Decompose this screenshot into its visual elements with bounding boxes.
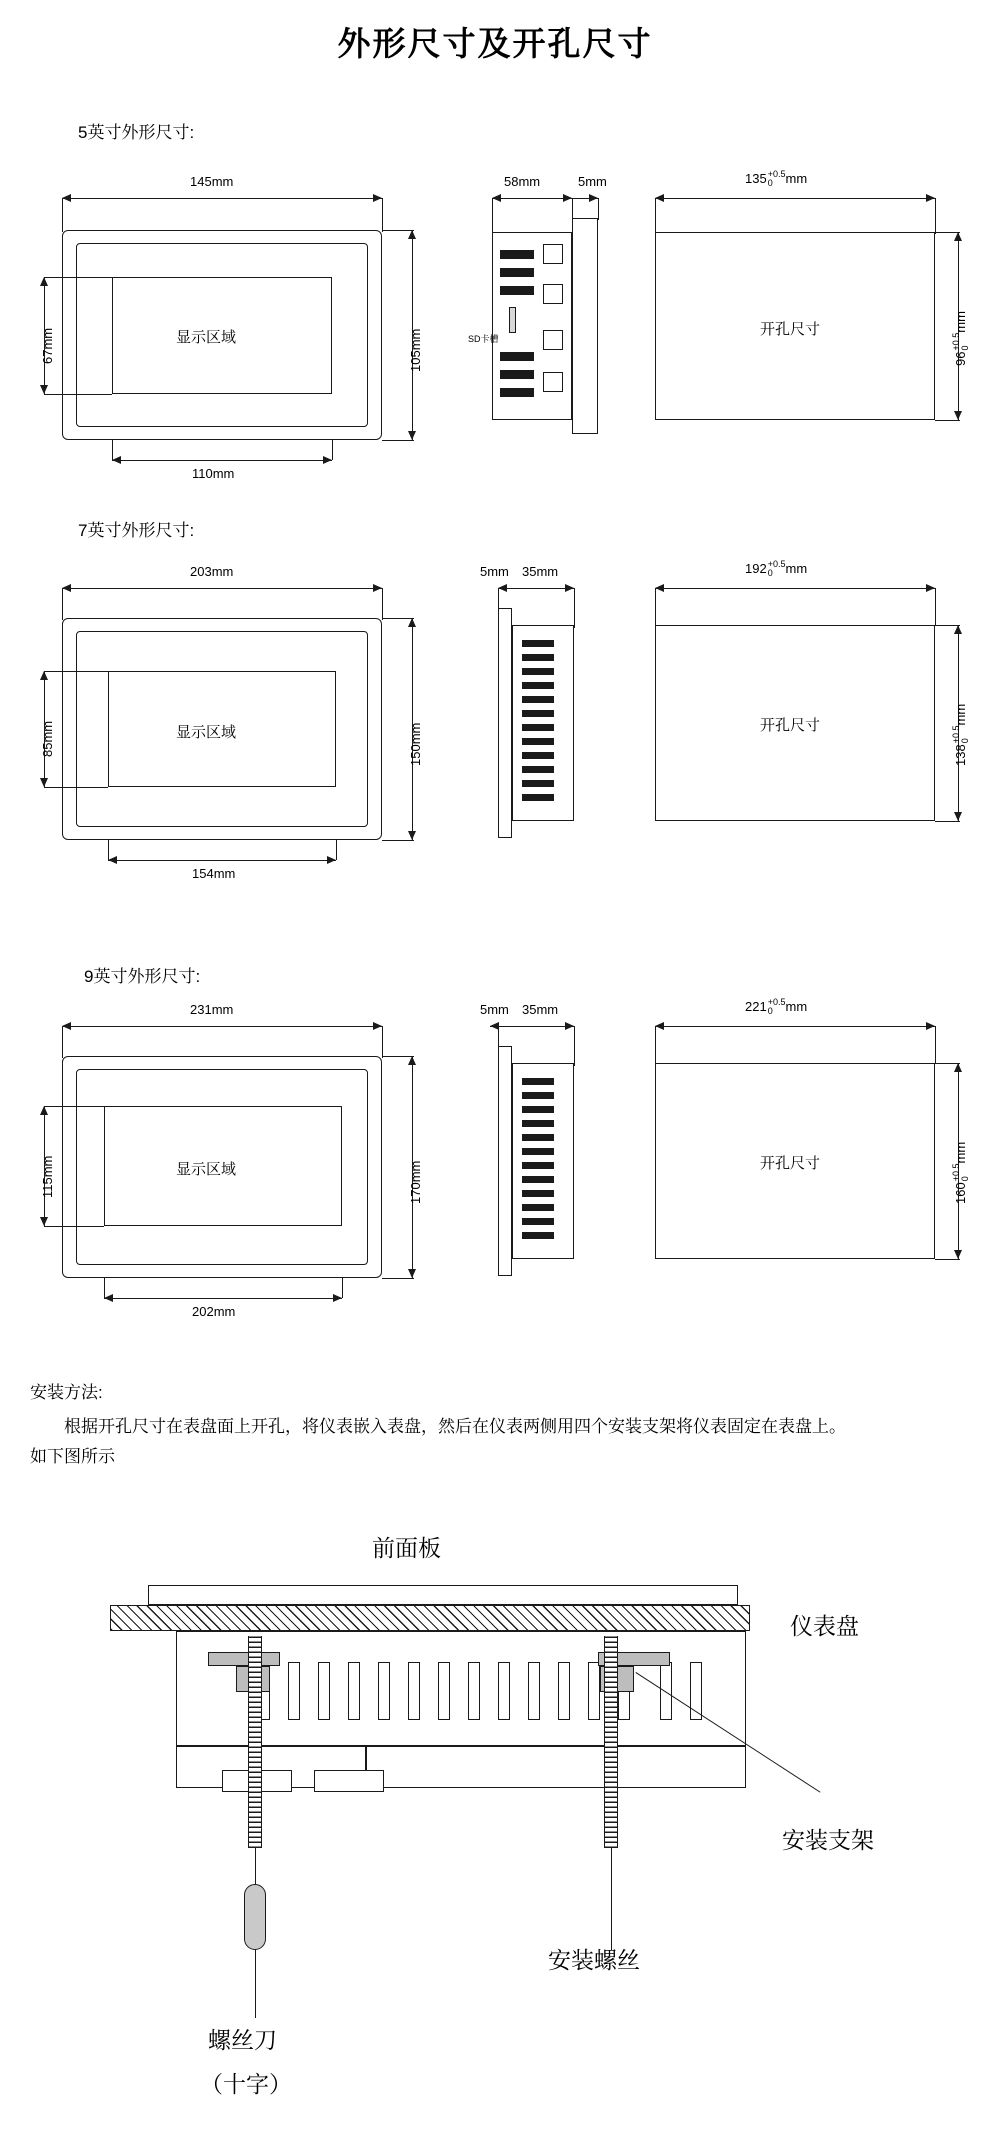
ext-line-r-bottom-9 xyxy=(342,1278,343,1298)
arrow-right-bezel-5 xyxy=(589,194,598,202)
dim-height-9: 170mm xyxy=(408,1160,423,1204)
side-terminal-7-9 xyxy=(522,752,554,759)
dim-depth-7: 35mm xyxy=(522,564,559,579)
arrow-down-left-9 xyxy=(40,1217,48,1226)
dim-inner-width-7: 154mm xyxy=(192,866,236,881)
ext-line-l-top-7 xyxy=(62,588,63,620)
dim-depth-5: 58mm xyxy=(504,174,541,189)
screw-right xyxy=(604,1636,618,1848)
ext-depth-r-9 xyxy=(574,1026,575,1066)
cutout-width-value-9: 221 xyxy=(745,998,767,1014)
cutout-width-value-7: 192 xyxy=(745,560,767,576)
side-terminal-9-5 xyxy=(522,1134,554,1141)
cutout-ext-l-9 xyxy=(655,1026,656,1064)
arrow-right-top-9 xyxy=(373,1022,382,1030)
screw-leader-line xyxy=(611,1848,612,1950)
side-terminal-7-4 xyxy=(522,682,554,689)
ext-line-r-top-5 xyxy=(382,198,383,232)
cutout-arrow-u-7 xyxy=(954,625,962,634)
cutout-height-unit-7: mm xyxy=(952,703,968,726)
install-heading: 安装方法: xyxy=(30,1383,103,1402)
cutout-ext-r-5 xyxy=(935,198,936,234)
screw-left xyxy=(248,1636,262,1848)
side-terminal-5-1 xyxy=(500,250,534,259)
side-terminal-7-7 xyxy=(522,724,554,731)
screwdriver-shaft-line xyxy=(255,1848,256,1888)
section-label-9inch: 9英寸外形尺寸: xyxy=(84,967,201,986)
dim-inner-width-5: 110mm xyxy=(192,466,235,481)
dim-line-top-9 xyxy=(62,1026,382,1027)
side-view-bezel-9 xyxy=(498,1046,512,1276)
cutout-height-tol-top-5: +0.5 xyxy=(951,332,961,351)
dim-height-7: 150mm xyxy=(408,722,423,766)
side-port-5-4 xyxy=(543,372,563,392)
cutout-label-9: 开孔尺寸 xyxy=(760,1155,821,1172)
cutout-height-tol-bot-9: 0 xyxy=(960,1176,971,1182)
ext-depth-l-5 xyxy=(492,198,493,234)
cutout-height-unit-5: mm xyxy=(952,311,968,333)
dim-inner-height-5: 67mm xyxy=(40,327,55,364)
cutout-height-tol-top-9: +0.5 xyxy=(951,1163,961,1182)
cutout-dim-top-7 xyxy=(655,588,935,589)
side-terminal-9-12 xyxy=(522,1232,554,1239)
display-area-label-9: 显示区域 xyxy=(176,1161,237,1178)
ext-line-b-left-5 xyxy=(44,394,112,395)
cutout-arrow-u-9 xyxy=(954,1063,962,1072)
cutout-width-tol-bot-7: 0 xyxy=(767,568,773,579)
side-port-5-2 xyxy=(543,284,563,304)
side-terminal-9-6 xyxy=(522,1148,554,1155)
arrow-right-bottom-5 xyxy=(323,456,332,464)
meter-fin-12 xyxy=(588,1662,600,1720)
meter-fin-3 xyxy=(318,1662,330,1720)
cutout-arrow-l-7 xyxy=(655,584,664,592)
arrow-right-depth-5 xyxy=(563,194,572,202)
ext-line-b-left-9 xyxy=(44,1226,104,1227)
cutout-width-unit-5: mm xyxy=(785,170,808,186)
side-terminal-7-6 xyxy=(522,710,554,717)
cutout-width-tol-top-9: +0.5 xyxy=(767,997,786,1007)
dim-bezel-7: 5mm xyxy=(480,564,509,579)
display-area-label-5: 显示区域 xyxy=(176,329,237,346)
side-terminal-5-3 xyxy=(500,286,534,295)
bracket-label: 安装支架 xyxy=(782,1827,874,1853)
side-terminal-9-11 xyxy=(522,1218,554,1225)
ext-depth-r-7 xyxy=(574,588,575,628)
side-terminal-9-8 xyxy=(522,1176,554,1183)
meter-fin-2 xyxy=(288,1662,300,1720)
cutout-ext-b-7 xyxy=(935,821,960,822)
cutout-ext-r-7 xyxy=(935,588,936,626)
ext-line-b-left-7 xyxy=(44,787,108,788)
side-terminal-9-2 xyxy=(522,1092,554,1099)
cutout-height-tol-bot-7: 0 xyxy=(960,738,971,744)
side-terminal-7-3 xyxy=(522,668,554,675)
ext-line-t-right-7 xyxy=(382,618,414,619)
arrow-depth-r-9 xyxy=(565,1022,574,1030)
display-area-label-7: 显示区域 xyxy=(176,724,237,741)
side-terminal-7-5 xyxy=(522,696,554,703)
side-terminal-5-4 xyxy=(500,352,534,361)
cutout-width-tol-bot-9: 0 xyxy=(767,1006,773,1017)
dim-width-7: 203mm xyxy=(190,564,234,579)
dim-line-bottom-7 xyxy=(108,860,336,861)
cutout-ext-t-9 xyxy=(935,1063,960,1064)
meter-fin-11 xyxy=(558,1662,570,1720)
meter-fin-7 xyxy=(438,1662,450,1720)
ext-line-r-top-9 xyxy=(382,1026,383,1058)
arrow-left-top-7 xyxy=(62,584,71,592)
arrow-left-bottom-9 xyxy=(104,1294,113,1302)
cutout-height-tol-top-7: +0.5 xyxy=(951,725,961,744)
side-terminal-7-2 xyxy=(522,654,554,661)
cutout-dim-top-5 xyxy=(655,198,935,199)
ext-line-r-bottom-7 xyxy=(336,840,337,860)
dim-line-bottom-5 xyxy=(112,460,332,461)
dim-inner-width-9: 202mm xyxy=(192,1304,236,1319)
side-terminal-7-10 xyxy=(522,766,554,773)
side-terminal-7-8 xyxy=(522,738,554,745)
ext-line-l-bottom-9 xyxy=(104,1278,105,1298)
section-label-7inch: 7英寸外形尺寸: xyxy=(78,521,195,540)
dim-inner-height-9: 115mm xyxy=(40,1155,55,1198)
install-body: 根据开孔尺寸在表盘面上开孔，将仪表嵌入表盘，然后在仪表两侧用四个安装支架将仪表固定在表盘上。如下图所示 xyxy=(30,1417,846,1466)
ext-line-r-top-7 xyxy=(382,588,383,620)
front-panel-plate xyxy=(148,1585,738,1605)
meter-fin-4 xyxy=(348,1662,360,1720)
arrow-up-right-5 xyxy=(408,230,416,239)
side-terminal-9-3 xyxy=(522,1106,554,1113)
dim-bezel-9: 5mm xyxy=(480,1002,509,1017)
cutout-arrow-d-7 xyxy=(954,812,962,821)
side-terminal-7-1 xyxy=(522,640,554,647)
cutout-arrow-r-9 xyxy=(926,1022,935,1030)
ext-line-l-bottom-5 xyxy=(112,440,113,460)
dim-line-bottom-9 xyxy=(104,1298,342,1299)
ext-line-r-bottom-5 xyxy=(332,440,333,460)
arrow-up-left-5 xyxy=(40,277,48,286)
cutout-arrow-l-5 xyxy=(655,194,664,202)
cutout-ext-t-7 xyxy=(935,625,960,626)
dim-line-depth-5 xyxy=(492,198,572,199)
arrow-down-right-7 xyxy=(408,831,416,840)
cutout-height-tol-bot-5: 0 xyxy=(960,345,971,351)
front-panel-label: 前面板 xyxy=(372,1535,441,1561)
ext-line-t-left-7 xyxy=(44,671,108,672)
arrow-down-left-7 xyxy=(40,778,48,787)
cutout-ext-r-9 xyxy=(935,1026,936,1064)
arrow-down-left-5 xyxy=(40,385,48,394)
side-view-bezel-7 xyxy=(498,608,512,838)
meter-fin-5 xyxy=(378,1662,390,1720)
screwdriver-label-line1: 螺丝刀 xyxy=(208,2027,277,2053)
screw-label: 安装螺丝 xyxy=(548,1947,640,1973)
cutout-height-unit-9: mm xyxy=(952,1141,968,1164)
arrow-down-right-9 xyxy=(408,1269,416,1278)
ext-depth-r-5 xyxy=(572,198,573,220)
ext-line-b-right-9 xyxy=(382,1278,414,1279)
cutout-arrow-d-9 xyxy=(954,1250,962,1259)
arrow-up-left-7 xyxy=(40,671,48,680)
dim-width-9: 231mm xyxy=(190,1002,234,1017)
ext-bezel-l-9 xyxy=(498,1026,499,1048)
ext-bezel-r-5 xyxy=(598,198,599,220)
cutout-ext-b-9 xyxy=(935,1259,960,1260)
dim-bezel-5: 5mm xyxy=(578,174,607,189)
ext-line-t-right-5 xyxy=(382,230,414,231)
meter-fin-10 xyxy=(528,1662,540,1720)
arrow-up-right-9 xyxy=(408,1056,416,1065)
cutout-width-tol-bot-5: 0 xyxy=(767,178,773,189)
ext-line-b-right-5 xyxy=(382,440,414,441)
arrow-left-top-9 xyxy=(62,1022,71,1030)
cutout-ext-l-7 xyxy=(655,588,656,626)
dim-line-top-7 xyxy=(62,588,382,589)
cutout-arrow-d-5 xyxy=(954,411,962,420)
page-title: 外形尺寸及开孔尺寸 xyxy=(337,25,653,62)
cutout-height-value-7: 138 xyxy=(952,744,968,766)
side-view-bezel-5 xyxy=(572,218,598,434)
dim-line-top-5 xyxy=(62,198,382,199)
ext-line-t-right-9 xyxy=(382,1056,414,1057)
section-label-5inch: 5英寸外形尺寸: xyxy=(78,123,195,142)
cutout-arrow-u-5 xyxy=(954,232,962,241)
arrow-left-bottom-7 xyxy=(108,856,117,864)
cutout-ext-b-5 xyxy=(935,420,960,421)
cutout-width-unit-7: mm xyxy=(785,560,808,576)
ext-line-t-left-9 xyxy=(44,1106,104,1107)
meter-fin-6 xyxy=(408,1662,420,1720)
cutout-arrow-r-5 xyxy=(926,194,935,202)
cutout-ext-l-5 xyxy=(655,198,656,234)
side-port-5-3 xyxy=(543,330,563,350)
ext-bezel-l-7 xyxy=(498,588,499,610)
cutout-height-value-9: 160 xyxy=(952,1182,968,1204)
arrow-right-bottom-9 xyxy=(333,1294,342,1302)
screwdriver-lead-line xyxy=(255,1950,256,2018)
dim-width-5: 145mm xyxy=(190,174,234,189)
screwdriver-label-line2: （十字） xyxy=(200,2071,292,2097)
side-terminal-9-4 xyxy=(522,1120,554,1127)
meter-fin-9 xyxy=(498,1662,510,1720)
arrow-depth-r-7 xyxy=(565,584,574,592)
side-terminal-5-2 xyxy=(500,268,534,277)
arrow-bezel-l-7 xyxy=(498,584,507,592)
side-terminal-9-10 xyxy=(522,1204,554,1211)
arrow-left-top-5 xyxy=(62,194,71,202)
side-terminal-9-9 xyxy=(522,1190,554,1197)
arrow-left-bottom-5 xyxy=(112,456,121,464)
arrow-right-top-7 xyxy=(373,584,382,592)
cutout-width-value-5: 135 xyxy=(745,170,767,186)
arrow-up-right-7 xyxy=(408,618,416,627)
side-terminal-7-11 xyxy=(522,780,554,787)
arrow-left-depth-5 xyxy=(492,194,501,202)
side-terminal-9-7 xyxy=(522,1162,554,1169)
arrow-down-right-5 xyxy=(408,431,416,440)
cutout-dim-top-9 xyxy=(655,1026,935,1027)
ext-line-l-top-9 xyxy=(62,1026,63,1058)
meter-panel-strip xyxy=(110,1605,750,1631)
cutout-label-7: 开孔尺寸 xyxy=(760,717,821,734)
side-terminal-9-1 xyxy=(522,1078,554,1085)
meter-panel-label: 仪表盘 xyxy=(790,1613,859,1639)
cutout-width-tol-top-5: +0.5 xyxy=(767,169,786,179)
dim-height-5: 105mm xyxy=(408,328,423,372)
sd-slot-shape-5 xyxy=(509,307,516,333)
cutout-width-tol-top-7: +0.5 xyxy=(767,559,786,569)
ext-line-b-right-7 xyxy=(382,840,414,841)
cutout-width-unit-9: mm xyxy=(785,998,808,1014)
side-port-5-1 xyxy=(543,244,563,264)
bracket-left-arm xyxy=(208,1652,280,1666)
ext-line-l-top-5 xyxy=(62,198,63,232)
side-terminal-5-5 xyxy=(500,370,534,379)
cutout-arrow-r-7 xyxy=(926,584,935,592)
cutout-height-value-5: 96 xyxy=(952,351,968,366)
dim-depth-9: 35mm xyxy=(522,1002,559,1017)
meter-body-lower-right xyxy=(366,1746,746,1788)
meter-foot-right xyxy=(314,1770,384,1792)
cutout-ext-t-5 xyxy=(935,232,960,233)
side-terminal-5-6 xyxy=(500,388,534,397)
meter-fin-8 xyxy=(468,1662,480,1720)
screwdriver-handle xyxy=(244,1884,266,1950)
arrow-right-bottom-7 xyxy=(327,856,336,864)
cutout-label-5: 开孔尺寸 xyxy=(760,321,821,338)
ext-line-l-bottom-7 xyxy=(108,840,109,860)
side-terminal-7-12 xyxy=(522,794,554,801)
cutout-arrow-l-9 xyxy=(655,1022,664,1030)
sd-slot-label-5: SD卡槽 xyxy=(468,334,499,344)
dim-inner-height-7: 85mm xyxy=(40,720,55,757)
arrow-right-top-5 xyxy=(373,194,382,202)
ext-line-t-left-5 xyxy=(44,277,112,278)
arrow-up-left-9 xyxy=(40,1106,48,1115)
